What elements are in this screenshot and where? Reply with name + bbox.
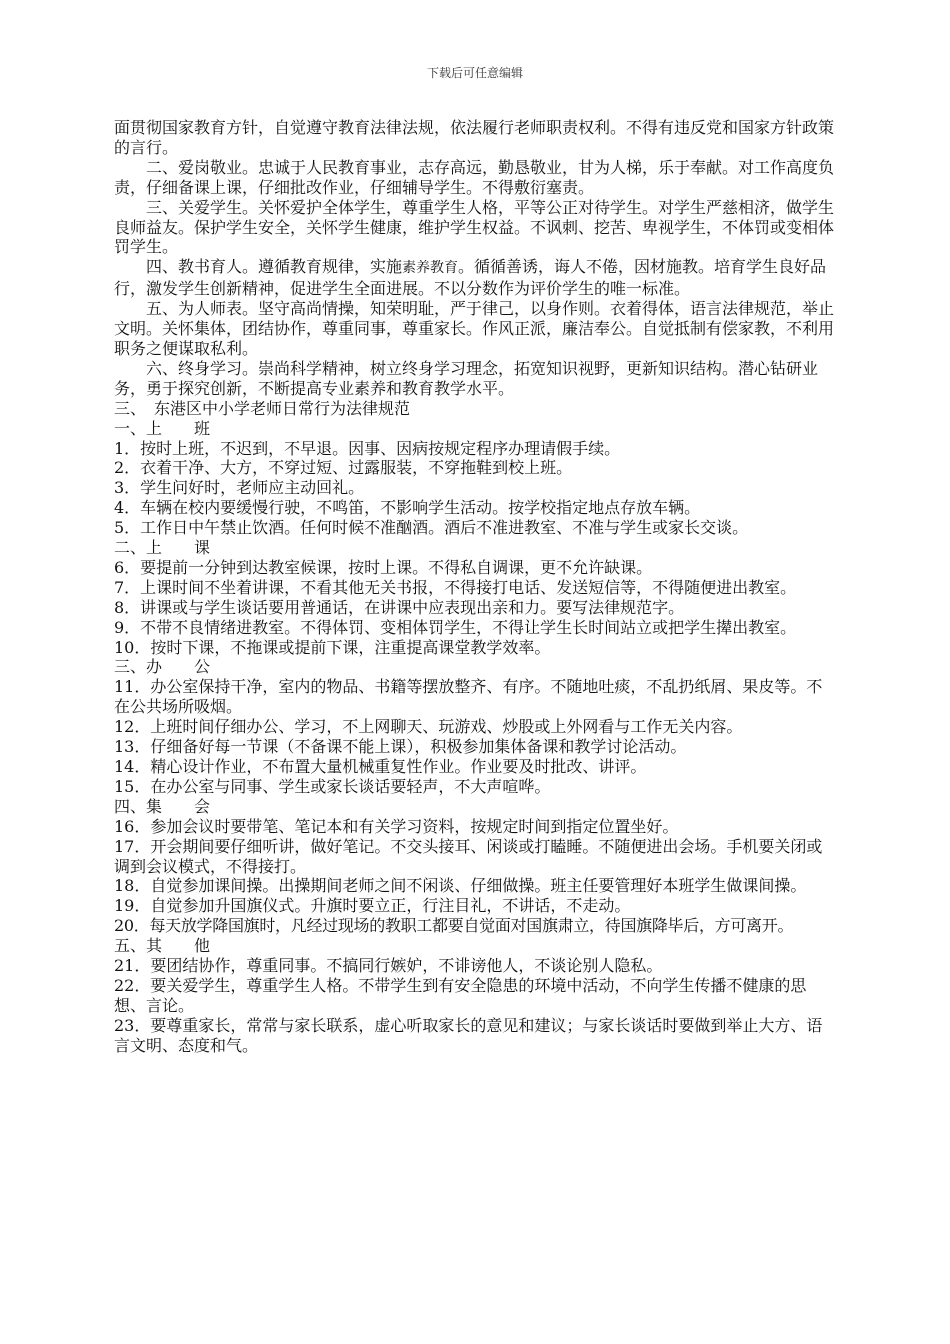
document-body: [114, 118, 838, 1056]
paragraph-prefix: 四、教书育人。遵循教育规律，实施: [146, 257, 403, 277]
page-header: 下载后可任意编辑: [426, 66, 523, 80]
paragraph: 三、关爱学生。关怀爱护全体学生，尊重学生人格，平等公正对待学生。对学生严慈相济，做学生良师益友。保护学生安全，关怀学生健康，维护学生权益。不讽刺、挖苦、卑视学生，不体罚或变相体罚学生。: [114, 197, 835, 257]
subsection-heading: 一、上 班: [114, 418, 211, 438]
list-item: 16．参加会议时要带笔、笔记本和有关学习资料，按规定时间到指定位置坐好。: [114, 816, 679, 836]
section-title: 三、 东港区中小学老师日常行为法律规范: [114, 398, 411, 418]
subsection-heading: 五、其 他: [114, 936, 211, 956]
list-item: 14．精心设计作业，不布置大量机械重复性作业。作业要及时批改、讲评。: [114, 757, 647, 776]
list-item: 13．仔细备好每一节课（不备课不能上课），积极参加集体备课和教学讨论活动。: [114, 737, 687, 757]
paragraph-rest: 循循善诱，诲人不倦，因材施教。培育学生良好品行，激发学生创新精神，促进学生全面进展。不以分数作为评价学生的唯一标准。: [114, 257, 827, 299]
paragraph: 二、爱岗敬业。忠诚于人民教育事业，志存高远，勤恳敬业，甘为人梯，乐于奉献。对工作高度负责，仔细备课上课，仔细批改作业，仔细辅导学生。不得敷衍塞责。: [114, 157, 835, 197]
paragraph: 五、为人师表。坚守高尚情操，知荣明耻，严于律己，以身作则。衣着得体，语言法律规范，举止文明。关怀集体，团结协作，尊重同事，尊重家长。作风正派，廉洁奉公。自觉抵制有偿家教，不利用职务之便谋取私利。: [114, 299, 835, 358]
list-item: 12．上班时间仔细办公、学习，不上网聊天、玩游戏、炒股或上外网看与工作无关内容。: [114, 717, 743, 737]
list-item: 5．工作日中午禁止饮酒。任何时候不准酗酒。酒后不准进教室、不准与学生或家长交谈。: [114, 518, 749, 538]
list-item: 20．每天放学降国旗时，凡经过现场的教职工都要自觉面对国旗肃立，待国旗降毕后，方可离开。: [114, 916, 794, 936]
highlight-term: 素养教育: [402, 260, 459, 277]
list-item: 3．学生问好时，老师应主动回礼。: [114, 478, 365, 498]
subsection-heading: 三、办 公: [114, 657, 211, 677]
list-item: 15．在办公室与同事、学生或家长谈话要轻声，不大声喧哗。: [114, 776, 551, 796]
paragraph: 六、终身学习。崇尚科学精神，树立终身学习理念，拓宽知识视野，更新知识结构。潜心钻研业务，勇于探究创新，不断提高专业素养和教育教学水平。: [114, 358, 819, 398]
list-item: 23．要尊重家长，常常与家长联系，虚心听取家长的意见和建议；与家长谈话时要做到举止大方、语言文明、态度和气。: [114, 1015, 823, 1055]
list-item: 2．衣着干净、大方，不穿过短、过露服装，不穿拖鞋到校上班。: [114, 458, 573, 478]
paragraph-punct: 。: [458, 257, 475, 277]
list-item: 8．讲课或与学生谈话要用普通话，在讲课中应表现出亲和力。要写法律规范字。: [114, 597, 685, 617]
list-item: 10．按时下课，不拖课或提前下课，注重提高课堂教学效率。: [114, 637, 551, 657]
list-item: 18．自觉参加课间操。出操期间老师之间不闲谈、仔细做操。班主任要管理好本班学生做课间操。: [114, 876, 807, 896]
subsection-heading: 二、上 课: [114, 538, 211, 558]
list-item: 19．自觉参加升国旗仪式。升旗时要立正，行注目礼，不讲话，不走动。: [114, 896, 631, 916]
list-item: 11．办公室保持干净，室内的物品、书籍等摆放整齐、有序。不随地吐痰，不乱扔纸屑、果皮等。不在公共场所吸烟。: [114, 677, 823, 717]
paragraph: [114, 257, 838, 299]
list-item: 1．按时上班，不迟到，不早退。因事、因病按规定程序办理请假手续。: [114, 438, 621, 458]
list-item: 22．要关爱学生，尊重学生人格。不带学生到有安全隐患的环境中活动，不向学生传播不健康的思想、言论。: [114, 975, 807, 1015]
list-item: 21．要团结协作，尊重同事。不搞同行嫉妒，不诽谤他人，不谈论别人隐私。: [114, 956, 663, 976]
list-item: 17．开会期间要仔细听讲，做好笔记。不交头接耳、闲谈或打瞌睡。不随便进出会场。手机要关闭或调到会议模式，不得接打。: [114, 836, 823, 876]
subsection-heading: 四、集 会: [114, 796, 211, 816]
paragraph: 面贯彻国家教育方针，自觉遵守教育法律法规，依法履行老师职责权利。不得有违反党和国家方针政策的言行。: [114, 118, 835, 157]
list-item: 9．不带不良情绪进教室。不得体罚、变相体罚学生，不得让学生长时间站立或把学生撵出教室。: [114, 617, 797, 637]
list-item: 4．车辆在校内要缓慢行驶，不鸣笛，不影响学生活动。按学校指定地点存放车辆。: [114, 498, 701, 518]
list-item: 6．要提前一分钟到达教室候课，按时上课。不得私自调课，更不允许缺课。: [114, 557, 653, 577]
list-item: 7．上课时间不坐着讲课，不看其他无关书报，不得接打电话、发送短信等，不得随便进出教室。: [114, 577, 797, 597]
